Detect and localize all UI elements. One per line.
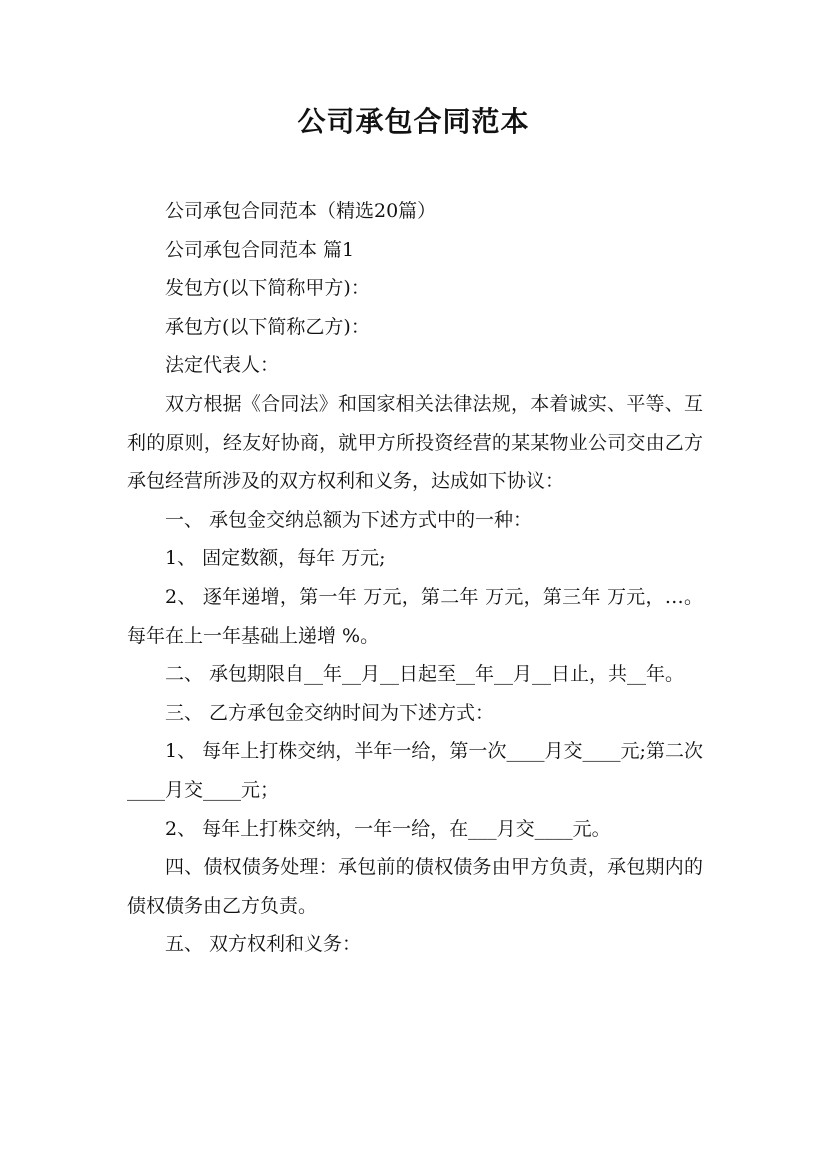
paragraph-clause-1-option-2: 2、 逐年递增，第一年 万元，第二年 万元，第三年 万元，…。每年在上一年基础上递增 %。 [127,585,703,647]
paragraph-clause-3: 三、 乙方承包金交纳时间为下述方式： [165,701,495,724]
paragraph-legal-rep: 法定代表人： [165,354,280,377]
document-title: 公司承包合同范本 [297,105,530,138]
paragraph-employer: 发包方(以下简称甲方)： [165,277,370,300]
document-body [127,192,703,964]
paragraph-clause-3-option-2: 2、 每年上打株交纳，一年一给，在___月交____元。 [165,817,611,840]
paragraph-clause-2: 二、 承包期限自__年__月__日起至__年__月__日止，共__年。 [165,663,685,686]
paragraph-contractor: 承包方(以下简称乙方)： [165,315,370,338]
paragraph-clause-1: 一、 承包金交纳总额为下述方式中的一种： [165,508,533,531]
paragraph-preamble: 双方根据《合同法》和国家相关法律法规，本着诚实、平等、互利的原则，经友好协商，就甲方所投资经营的某某物业公司交由乙方承包经营所涉及的双方权利和义务，达成如下协议： [127,392,703,493]
paragraph-section-heading: 公司承包合同范本 篇1 [165,238,355,261]
paragraph-clause-1-option-1: 1、 固定数额，每年 万元; [165,547,386,570]
paragraph-clause-5: 五、 双方权利和义务： [165,933,362,956]
paragraph-subtitle: 公司承包合同范本（精选20篇） [165,200,437,222]
paragraph-clause-3-option-1: 1、 每年上打株交纳，半年一给，第一次____月交____元;第二次____月交____元； [127,740,703,801]
paragraph-clause-4: 四、债权债务处理：承包前的债权债务由甲方负责，承包期内的债权债务由乙方负责。 [127,856,703,917]
